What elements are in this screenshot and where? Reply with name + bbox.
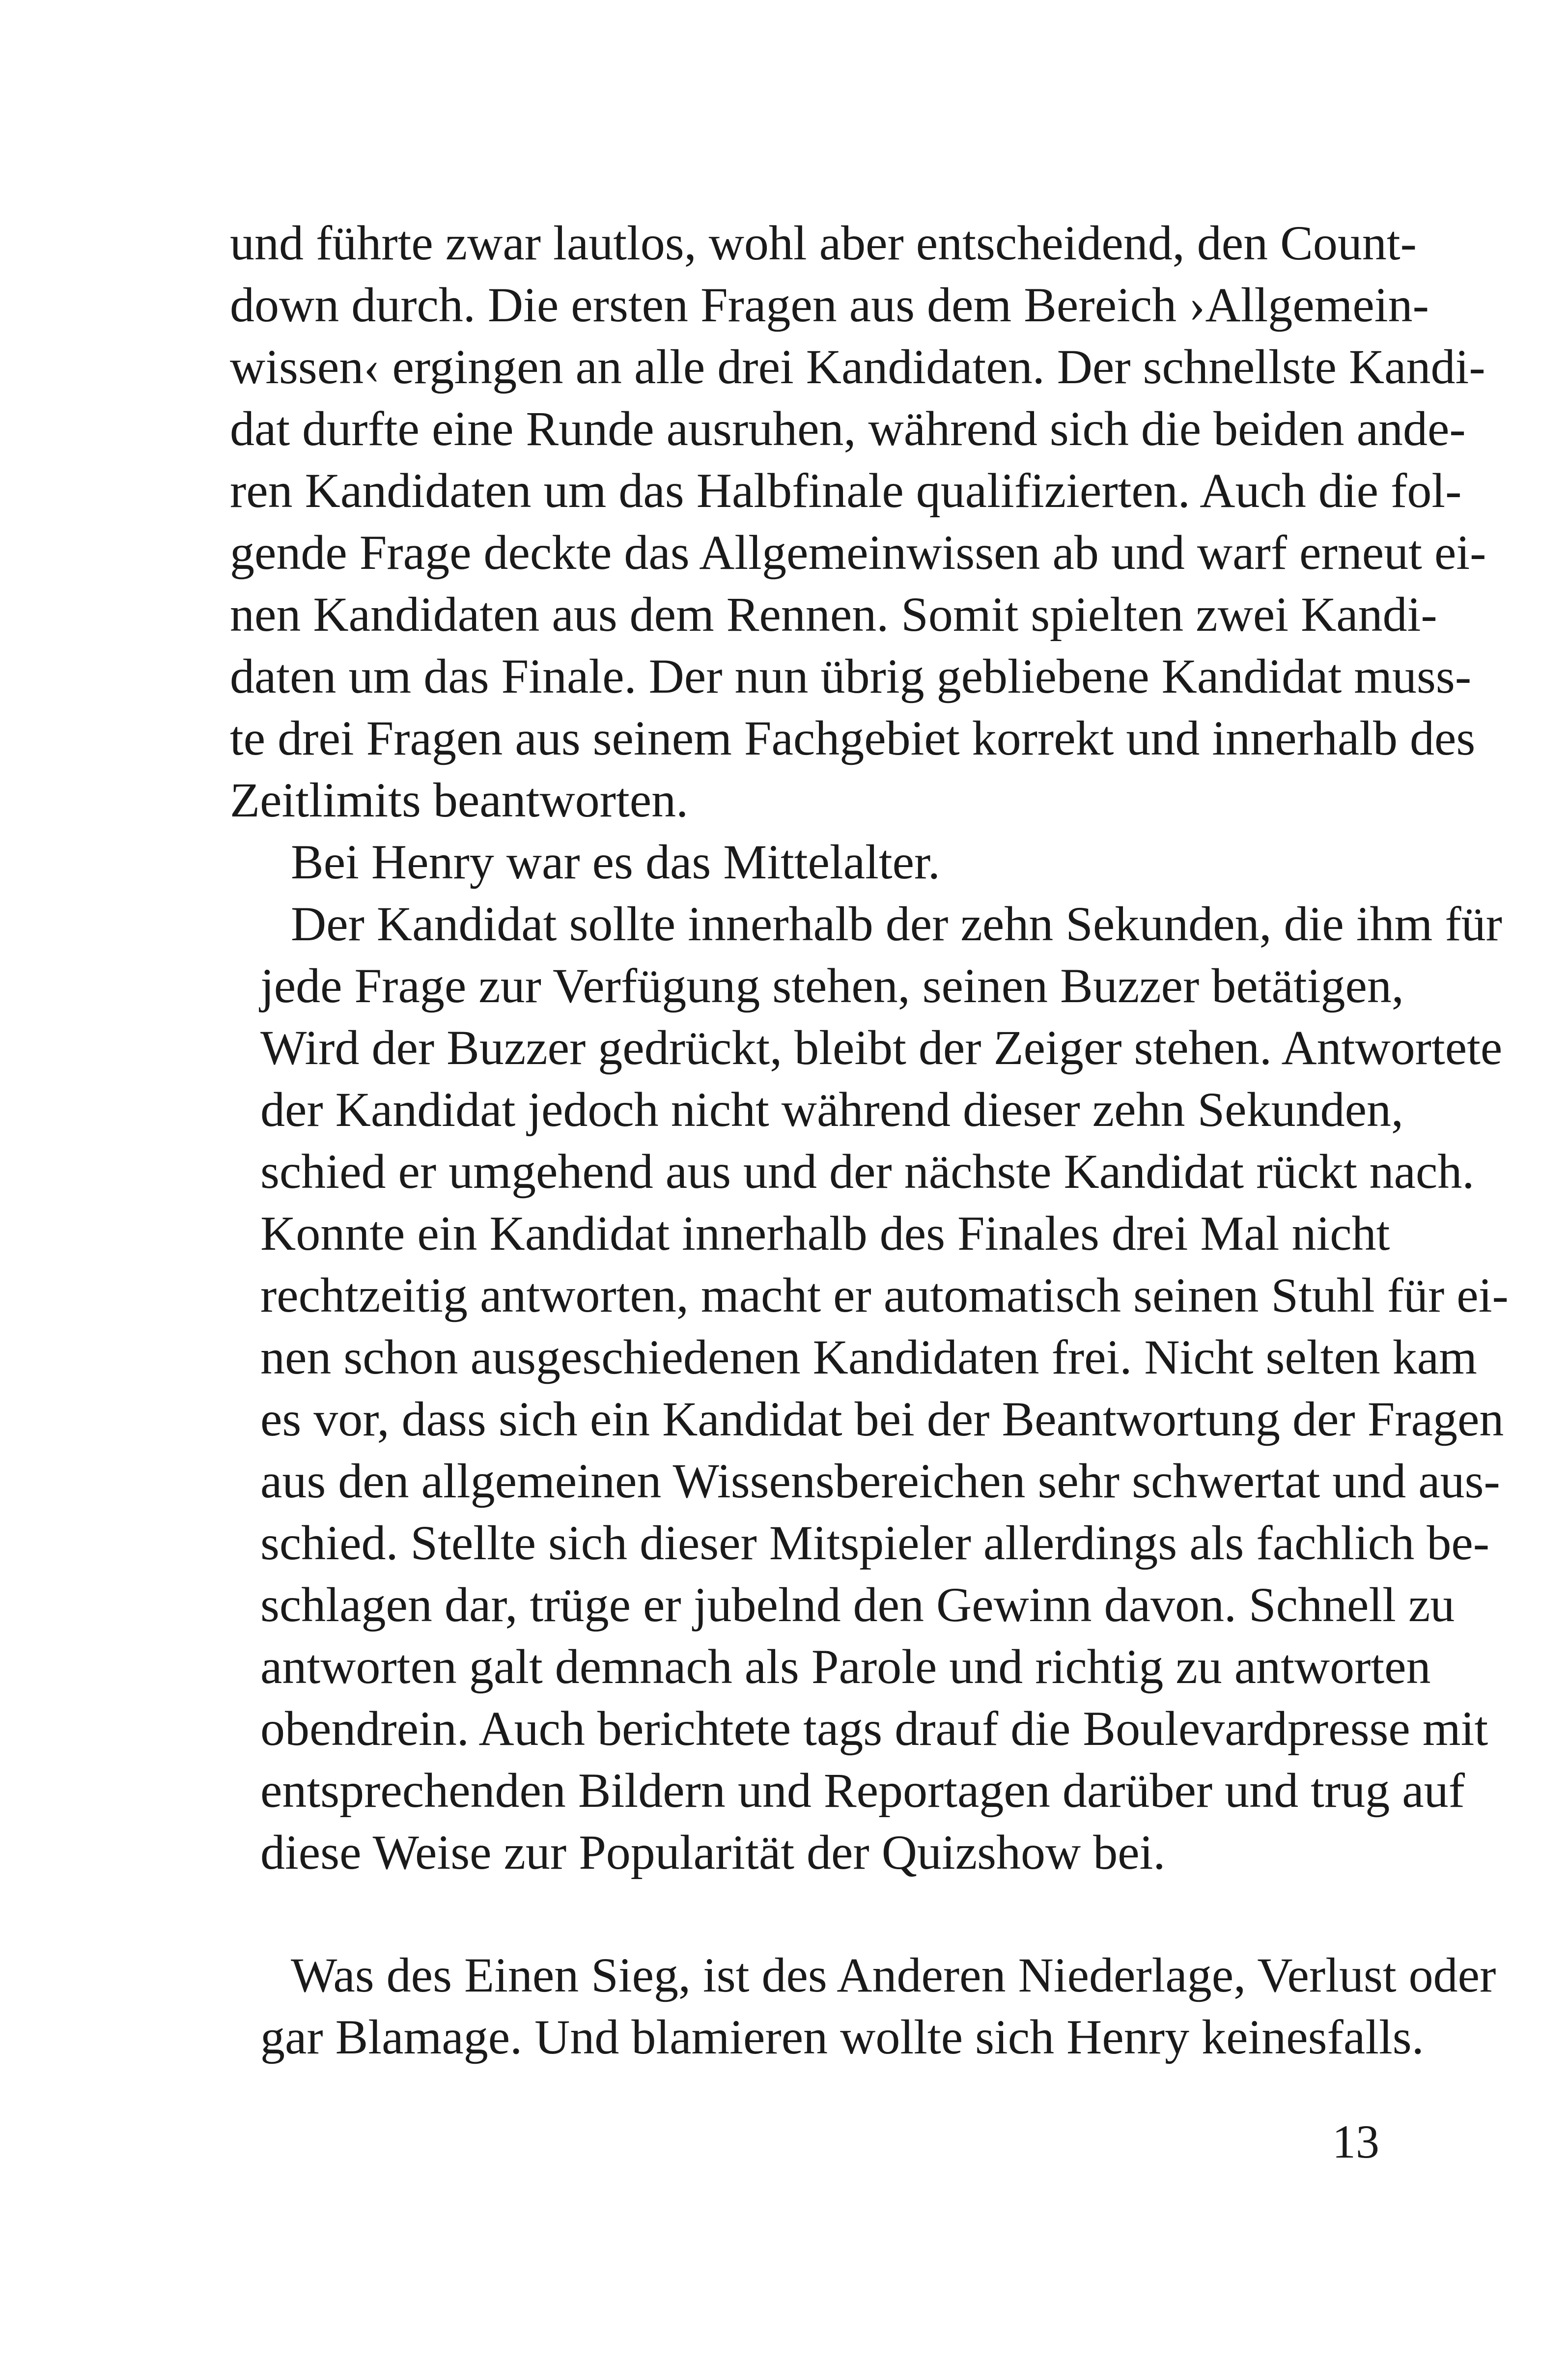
paragraph [230,893,1509,1883]
text-line: aus den allgemeinen Wissensbereichen sehr schwertat und aus- [260,1454,1500,1508]
page-number: 13 [1332,2115,1379,2168]
text-line: entsprechenden Bildern und Reportagen darüber und trug auf [260,1763,1465,1818]
text-line: Wird der Buzzer gedrückt, bleibt der Zeiger stehen. Antwortete [260,1020,1503,1075]
text-line: gende Frage deckte das Allgemeinwissen ab und warf erneut ei- [230,525,1486,580]
text-line: jede Frage zur Verfügung stehen, seinen Buzzer betätigen, [260,958,1404,1013]
text-line: es vor, dass sich ein Kandidat bei der Beantwortung der Fragen [260,1392,1504,1446]
paragraph [230,831,1379,893]
text-line: wissen‹ ergingen an alle drei Kandidaten. Der schnellste Kandi- [230,339,1485,394]
paragraph [230,1944,1496,2068]
paragraph-gap [230,1883,1379,1944]
text-line: ren Kandidaten um das Halbfinale qualifizierten. Auch die fol- [230,463,1462,518]
text-line: rechtzeitig antworten, macht er automatisch seinen Stuhl für ei- [260,1268,1509,1322]
body-text [230,212,1509,2068]
text-line: obendrein. Auch berichtete tags drauf die Boulevardpresse mit [260,1701,1488,1756]
text-line: down durch. Die ersten Fragen aus dem Bereich ›Allgemein- [230,278,1429,332]
text-line: antworten galt demnach als Parole und richtig zu antworten [260,1639,1431,1694]
text-line: nen schon ausgeschiedenen Kandidaten frei. Nicht selten kam [260,1330,1477,1384]
text-line: der Kandidat jedoch nicht während dieser zehn Sekunden, [260,1082,1403,1137]
text-line: Zeitlimits beantworten. [230,773,689,827]
text-line: Der Kandidat sollte innerhalb der zehn Sekunden, die ihm für [291,897,1502,951]
text-line: schied. Stellte sich dieser Mitspieler allerdings als fachlich be- [260,1516,1490,1570]
text-line: dat durfte eine Runde ausruhen, während sich die beiden ande- [230,401,1466,456]
text-line: schied er umgehend aus und der nächste Kandidat rückt nach. [260,1144,1475,1199]
text-line: nen Kandidaten aus dem Rennen. Somit spielten zwei Kandi- [230,587,1437,642]
text-line: te drei Fragen aus seinem Fachgebiet korrekt und innerhalb des [230,711,1476,765]
text-line: Konnte ein Kandidat innerhalb des Finales drei Mal nicht [260,1206,1390,1261]
text-line: gar Blamage. Und blamieren wollte sich Henry keinesfalls. [260,2010,1424,2064]
text-line: diese Weise zur Popularität der Quizshow bei. [260,1825,1166,1880]
text-line: Was des Einen Sieg, ist des Anderen Niederlage, Verlust oder [291,1948,1496,2002]
text-line: Bei Henry war es das Mittelalter. [291,835,940,889]
paragraph [230,212,1486,831]
text-line: daten um das Finale. Der nun übrig gebliebene Kandidat muss- [230,649,1472,703]
text-line: und führte zwar lautlos, wohl aber entscheidend, den Count- [230,216,1417,270]
text-line: schlagen dar, trüge er jubelnd den Gewinn davon. Schnell zu [260,1577,1455,1632]
